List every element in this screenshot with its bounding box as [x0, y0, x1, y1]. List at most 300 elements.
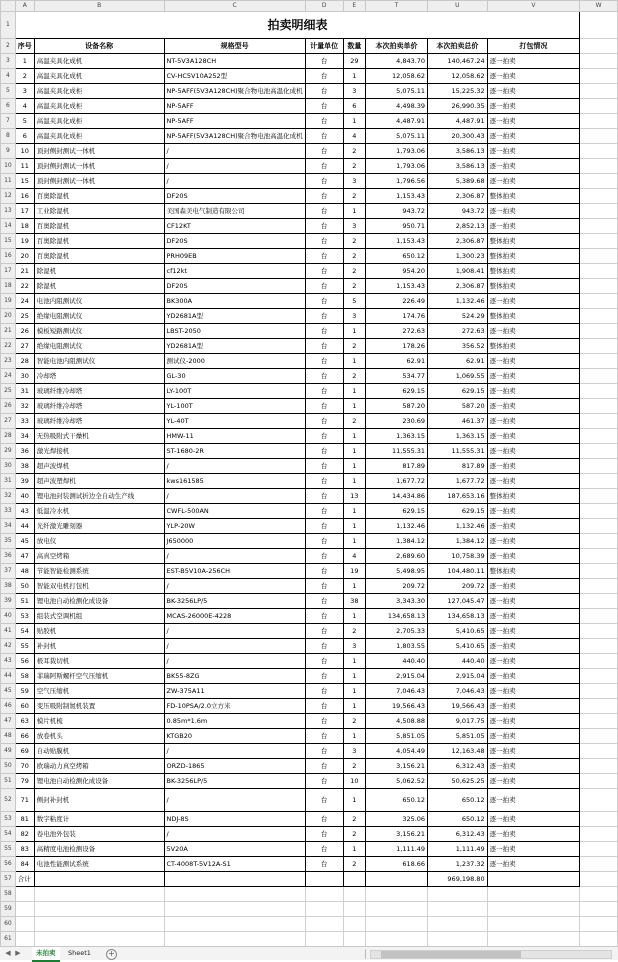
row-header[interactable]: 34 — [1, 519, 16, 534]
cell-no[interactable]: 83 — [15, 842, 34, 857]
cell-qty[interactable]: 2 — [343, 714, 365, 729]
cell-unit[interactable]: 台 — [305, 714, 343, 729]
cell-qty[interactable]: 1 — [343, 654, 365, 669]
cell[interactable] — [580, 144, 618, 159]
cell-pack[interactable]: 逐一拍卖 — [487, 744, 579, 759]
cell[interactable] — [15, 887, 34, 902]
cell-qty[interactable]: 1 — [343, 324, 365, 339]
cell-pack[interactable]: 逐一拍卖 — [487, 774, 579, 789]
cell-unit[interactable]: 台 — [305, 354, 343, 369]
cell-total[interactable]: 140,467.24 — [428, 54, 488, 69]
cell-spec[interactable]: NDJ-8S — [164, 812, 305, 827]
cell[interactable] — [580, 324, 618, 339]
cell[interactable] — [428, 902, 488, 917]
cell[interactable] — [34, 887, 164, 902]
cell[interactable] — [164, 902, 305, 917]
cell-pack[interactable]: 逐一拍卖 — [487, 69, 579, 84]
cell-total[interactable]: 187,653.16 — [428, 489, 488, 504]
cell-price[interactable]: 3,343.30 — [366, 594, 428, 609]
cell-no[interactable]: 54 — [15, 624, 34, 639]
cell[interactable] — [366, 872, 428, 887]
cell-spec[interactable]: 测试仪-2000 — [164, 354, 305, 369]
cell-no[interactable]: 84 — [15, 857, 34, 872]
row-header[interactable]: 6 — [1, 99, 16, 114]
cell[interactable] — [580, 827, 618, 842]
cell[interactable] — [580, 729, 618, 744]
cell-pack[interactable]: 整体拍卖 — [487, 339, 579, 354]
row-header[interactable]: 31 — [1, 474, 16, 489]
cell[interactable] — [487, 887, 579, 902]
cell-spec[interactable]: NP-5AFF(5V3A128CH)聚合物电池高温化成机 — [164, 129, 305, 144]
cell-qty[interactable]: 1 — [343, 519, 365, 534]
cell-spec[interactable]: / — [164, 144, 305, 159]
cell[interactable] — [164, 872, 305, 887]
cell-unit[interactable]: 台 — [305, 309, 343, 324]
cell-no[interactable]: 48 — [15, 564, 34, 579]
cell-qty[interactable]: 3 — [343, 744, 365, 759]
cell-spec[interactable]: CWFL-500AN — [164, 504, 305, 519]
cell-qty[interactable]: 2 — [343, 812, 365, 827]
cell-pack[interactable]: 逐一拍卖 — [487, 789, 579, 812]
cell-unit[interactable]: 台 — [305, 189, 343, 204]
cell[interactable] — [305, 917, 343, 932]
cell[interactable] — [15, 917, 34, 932]
cell[interactable] — [580, 684, 618, 699]
cell-unit[interactable]: 台 — [305, 324, 343, 339]
cell-name[interactable]: 百奥除湿机 — [34, 219, 164, 234]
column-header[interactable]: W — [580, 1, 618, 12]
cell-unit[interactable]: 台 — [305, 669, 343, 684]
sheet-tab-unsold[interactable]: 未拍卖 — [32, 947, 60, 962]
cell-spec[interactable]: / — [164, 459, 305, 474]
cell-total[interactable]: 1,132.46 — [428, 519, 488, 534]
cell-total[interactable]: 5,389.68 — [428, 174, 488, 189]
cell-qty[interactable]: 1 — [343, 429, 365, 444]
cell[interactable] — [580, 624, 618, 639]
cell-price[interactable]: 1,796.56 — [366, 174, 428, 189]
cell-unit[interactable]: 台 — [305, 204, 343, 219]
row-header[interactable]: 8 — [1, 129, 16, 144]
cell-unit[interactable]: 台 — [305, 789, 343, 812]
row-header[interactable]: 28 — [1, 429, 16, 444]
cell-total[interactable]: 20,300.43 — [428, 129, 488, 144]
cell-price[interactable]: 650.12 — [366, 789, 428, 812]
cell-no[interactable]: 34 — [15, 429, 34, 444]
row-header[interactable]: 29 — [1, 444, 16, 459]
sheet-title[interactable]: 拍卖明细表 — [15, 12, 579, 39]
cell-spec[interactable]: YL-100T — [164, 399, 305, 414]
cell-price[interactable]: 3,156.21 — [366, 827, 428, 842]
header-name[interactable]: 设备名称 — [34, 39, 164, 54]
cell-no[interactable]: 70 — [15, 759, 34, 774]
cell-price[interactable]: 629.15 — [366, 504, 428, 519]
cell[interactable] — [580, 39, 618, 54]
cell[interactable] — [580, 129, 618, 144]
cell[interactable] — [580, 84, 618, 99]
cell-total[interactable]: 2,306.87 — [428, 234, 488, 249]
cell-price[interactable]: 440.40 — [366, 654, 428, 669]
cell-total[interactable]: 524.29 — [428, 309, 488, 324]
cell-name[interactable]: 除湿机 — [34, 279, 164, 294]
row-header[interactable]: 61 — [1, 932, 16, 947]
cell[interactable] — [580, 902, 618, 917]
cell-qty[interactable]: 4 — [343, 129, 365, 144]
cell-no[interactable]: 39 — [15, 474, 34, 489]
cell-name[interactable]: 低温冷水机 — [34, 504, 164, 519]
cell[interactable] — [580, 594, 618, 609]
cell-no[interactable]: 60 — [15, 699, 34, 714]
cell-pack[interactable]: 逐一拍卖 — [487, 842, 579, 857]
cell-qty[interactable]: 38 — [343, 594, 365, 609]
cell-unit[interactable]: 台 — [305, 234, 343, 249]
row-header[interactable]: 15 — [1, 234, 16, 249]
cell-unit[interactable]: 台 — [305, 444, 343, 459]
cell-spec[interactable]: GL-30 — [164, 369, 305, 384]
cell-total[interactable]: 1,069.55 — [428, 369, 488, 384]
cell-price[interactable]: 650.12 — [366, 249, 428, 264]
cell[interactable] — [580, 384, 618, 399]
cell-total[interactable]: 2,915.04 — [428, 669, 488, 684]
cell-spec[interactable]: NP-5AFF — [164, 99, 305, 114]
cell-unit[interactable]: 台 — [305, 699, 343, 714]
cell-spec[interactable]: ST-1680-2R — [164, 444, 305, 459]
cell-name[interactable]: 模板短路测试仪 — [34, 324, 164, 339]
cell-pack[interactable]: 逐一拍卖 — [487, 369, 579, 384]
cell-pack[interactable]: 逐一拍卖 — [487, 294, 579, 309]
cell-pack[interactable]: 逐一拍卖 — [487, 144, 579, 159]
row-header[interactable]: 26 — [1, 399, 16, 414]
grand-total[interactable]: 969,198.80 — [428, 872, 488, 887]
cell-no[interactable]: 31 — [15, 384, 34, 399]
cell-total[interactable]: 1,384.12 — [428, 534, 488, 549]
cell-price[interactable]: 5,498.95 — [366, 564, 428, 579]
cell-spec[interactable]: / — [164, 549, 305, 564]
cell-pack[interactable]: 逐一拍卖 — [487, 609, 579, 624]
cell-spec[interactable]: kws161585 — [164, 474, 305, 489]
cell-qty[interactable]: 1 — [343, 669, 365, 684]
cell[interactable] — [428, 887, 488, 902]
cell-qty[interactable]: 1 — [343, 354, 365, 369]
cell[interactable] — [580, 812, 618, 827]
cell-qty[interactable]: 2 — [343, 369, 365, 384]
cell-unit[interactable]: 台 — [305, 519, 343, 534]
cell-qty[interactable]: 2 — [343, 144, 365, 159]
cell-price[interactable]: 4,508.88 — [366, 714, 428, 729]
cell-price[interactable]: 1,132.46 — [366, 519, 428, 534]
cell-no[interactable]: 69 — [15, 744, 34, 759]
header-spec[interactable]: 规格型号 — [164, 39, 305, 54]
cell-unit[interactable]: 台 — [305, 594, 343, 609]
cell-spec[interactable]: NP-5AFF — [164, 114, 305, 129]
cell[interactable] — [580, 69, 618, 84]
cell-unit[interactable]: 台 — [305, 624, 343, 639]
cell-no[interactable]: 56 — [15, 654, 34, 669]
cell-unit[interactable]: 台 — [305, 654, 343, 669]
cell-qty[interactable]: 19 — [343, 564, 365, 579]
cell-unit[interactable]: 台 — [305, 384, 343, 399]
cell-unit[interactable]: 台 — [305, 729, 343, 744]
row-header[interactable]: 47 — [1, 714, 16, 729]
cell[interactable] — [428, 917, 488, 932]
cell-spec[interactable]: NT-5V3A128CH — [164, 54, 305, 69]
cell-name[interactable]: 绝缘电阻测试仪 — [34, 309, 164, 324]
cell-no[interactable]: 11 — [15, 159, 34, 174]
cell-total[interactable]: 2,306.87 — [428, 279, 488, 294]
cell-price[interactable]: 954.20 — [366, 264, 428, 279]
cell-pack[interactable]: 逐一拍卖 — [487, 174, 579, 189]
cell-pack[interactable]: 逐一拍卖 — [487, 159, 579, 174]
cell-pack[interactable]: 逐一拍卖 — [487, 114, 579, 129]
cell[interactable] — [580, 54, 618, 69]
cell-spec[interactable]: 5V20A — [164, 842, 305, 857]
column-header[interactable]: B — [34, 1, 164, 12]
cell-qty[interactable]: 1 — [343, 579, 365, 594]
cell-name[interactable]: 顶封侧封测试一体机 — [34, 174, 164, 189]
cell-qty[interactable]: 2 — [343, 759, 365, 774]
cell[interactable] — [580, 279, 618, 294]
column-header[interactable]: T — [366, 1, 428, 12]
cell-qty[interactable]: 2 — [343, 189, 365, 204]
cell-total[interactable]: 1,132.46 — [428, 294, 488, 309]
cell-name[interactable]: 顶封侧封测试一体机 — [34, 159, 164, 174]
cell-price[interactable]: 943.72 — [366, 204, 428, 219]
cell-unit[interactable]: 台 — [305, 249, 343, 264]
cell-pack[interactable]: 逐一拍卖 — [487, 669, 579, 684]
cell[interactable] — [366, 917, 428, 932]
cell-spec[interactable]: DF20S — [164, 189, 305, 204]
row-header[interactable]: 27 — [1, 414, 16, 429]
cell-unit[interactable]: 台 — [305, 114, 343, 129]
cell-spec[interactable]: FD-10PSA/2.0立方米 — [164, 699, 305, 714]
cell-unit[interactable]: 台 — [305, 69, 343, 84]
cell-spec[interactable]: YD2681A型 — [164, 309, 305, 324]
cell-name[interactable]: 放电仪 — [34, 534, 164, 549]
cell-pack[interactable]: 逐一拍卖 — [487, 579, 579, 594]
row-header[interactable]: 1 — [1, 12, 16, 39]
cell-pack[interactable]: 逐一拍卖 — [487, 204, 579, 219]
cell-no[interactable]: 47 — [15, 549, 34, 564]
cell-price[interactable]: 3,156.21 — [366, 759, 428, 774]
cell-unit[interactable]: 台 — [305, 459, 343, 474]
cell-price[interactable]: 1,153.43 — [366, 279, 428, 294]
cell-pack[interactable]: 逐一拍卖 — [487, 654, 579, 669]
cell-name[interactable]: 高精度电池检测设备 — [34, 842, 164, 857]
cell-price[interactable]: 1,793.06 — [366, 144, 428, 159]
cell-no[interactable]: 33 — [15, 414, 34, 429]
cell-pack[interactable]: 逐一拍卖 — [487, 324, 579, 339]
row-header[interactable]: 10 — [1, 159, 16, 174]
cell-spec[interactable]: / — [164, 789, 305, 812]
cell-no[interactable]: 79 — [15, 774, 34, 789]
cell-total[interactable]: 12,058.62 — [428, 69, 488, 84]
cell-qty[interactable]: 1 — [343, 504, 365, 519]
cell-price[interactable]: 1,363.15 — [366, 429, 428, 444]
cell-qty[interactable]: 1 — [343, 789, 365, 812]
cell-unit[interactable]: 台 — [305, 264, 343, 279]
cell-total[interactable]: 1,111.49 — [428, 842, 488, 857]
row-header[interactable]: 56 — [1, 857, 16, 872]
cell[interactable] — [580, 887, 618, 902]
row-header[interactable]: 38 — [1, 579, 16, 594]
cell-no[interactable]: 2 — [15, 69, 34, 84]
cell[interactable] — [580, 219, 618, 234]
cell-price[interactable]: 4,487.91 — [366, 114, 428, 129]
cell-spec[interactable]: YLP-20W — [164, 519, 305, 534]
cell-qty[interactable]: 2 — [343, 414, 365, 429]
cell-name[interactable]: 菲瑞阿斯螺杆空气压缩机 — [34, 669, 164, 684]
cell[interactable] — [343, 902, 365, 917]
cell[interactable] — [580, 872, 618, 887]
row-header[interactable]: 53 — [1, 812, 16, 827]
cell-unit[interactable]: 台 — [305, 159, 343, 174]
cell-no[interactable]: 10 — [15, 144, 34, 159]
cell-name[interactable]: 电池内阻测试仪 — [34, 294, 164, 309]
cell[interactable] — [580, 159, 618, 174]
cell-spec[interactable]: 美国森美电气制造有限公司 — [164, 204, 305, 219]
cell-total[interactable]: 356.52 — [428, 339, 488, 354]
cell-qty[interactable]: 2 — [343, 234, 365, 249]
row-header[interactable]: 12 — [1, 189, 16, 204]
cell-price[interactable]: 1,677.72 — [366, 474, 428, 489]
cell[interactable] — [34, 932, 164, 947]
cell-name[interactable]: 锂电池自动检测化成设备 — [34, 594, 164, 609]
cell-qty[interactable]: 6 — [343, 99, 365, 114]
cell-qty[interactable]: 1 — [343, 384, 365, 399]
cell-total[interactable]: 6,312.43 — [428, 759, 488, 774]
column-header[interactable]: D — [305, 1, 343, 12]
cell-qty[interactable]: 1 — [343, 842, 365, 857]
cell-pack[interactable]: 逐一拍卖 — [487, 84, 579, 99]
cell[interactable] — [305, 887, 343, 902]
row-header[interactable]: 24 — [1, 369, 16, 384]
cell-no[interactable]: 38 — [15, 459, 34, 474]
cell-no[interactable]: 43 — [15, 504, 34, 519]
cell-spec[interactable]: DF20S — [164, 279, 305, 294]
cell-pack[interactable]: 逐一拍卖 — [487, 444, 579, 459]
cell-qty[interactable]: 3 — [343, 84, 365, 99]
cell-qty[interactable]: 1 — [343, 609, 365, 624]
row-header[interactable]: 49 — [1, 744, 16, 759]
row-header[interactable]: 23 — [1, 354, 16, 369]
cell-unit[interactable]: 台 — [305, 759, 343, 774]
cell-price[interactable]: 209.72 — [366, 579, 428, 594]
cell-name[interactable]: 玻璃纤维冷却塔 — [34, 414, 164, 429]
cell[interactable] — [580, 99, 618, 114]
cell-spec[interactable]: / — [164, 489, 305, 504]
row-header[interactable]: 48 — [1, 729, 16, 744]
cell-unit[interactable]: 台 — [305, 609, 343, 624]
cell[interactable] — [580, 444, 618, 459]
cell-total[interactable]: 6,312.43 — [428, 827, 488, 842]
cell-name[interactable]: 卷电池外包装 — [34, 827, 164, 842]
cell[interactable] — [366, 887, 428, 902]
cell-spec[interactable]: KTGB20 — [164, 729, 305, 744]
row-header[interactable]: 43 — [1, 654, 16, 669]
cell[interactable] — [15, 932, 34, 947]
cell-total[interactable]: 2,306.87 — [428, 189, 488, 204]
cell[interactable] — [580, 534, 618, 549]
cell-price[interactable]: 534.77 — [366, 369, 428, 384]
cell-spec[interactable]: CV-HC5V10A252型 — [164, 69, 305, 84]
cell-qty[interactable]: 3 — [343, 309, 365, 324]
cell-pack[interactable]: 逐一拍卖 — [487, 384, 579, 399]
cell-total[interactable]: 5,410.65 — [428, 639, 488, 654]
cell-total[interactable]: 1,237.32 — [428, 857, 488, 872]
cell-spec[interactable]: ORZD-1865 — [164, 759, 305, 774]
cell[interactable] — [580, 504, 618, 519]
cell-pack[interactable]: 逐一拍卖 — [487, 474, 579, 489]
cell-unit[interactable]: 台 — [305, 639, 343, 654]
cell-price[interactable]: 1,111.49 — [366, 842, 428, 857]
cell-name[interactable]: 锂电池封装测试折边全自动生产线 — [34, 489, 164, 504]
row-header[interactable]: 22 — [1, 339, 16, 354]
cell[interactable] — [487, 902, 579, 917]
cell[interactable] — [34, 872, 164, 887]
cell-price[interactable]: 226.49 — [366, 294, 428, 309]
cell[interactable] — [580, 234, 618, 249]
cell-no[interactable]: 3 — [15, 84, 34, 99]
cell-pack[interactable]: 整体拍卖 — [487, 564, 579, 579]
cell-spec[interactable]: / — [164, 159, 305, 174]
cell-total[interactable]: 3,586.13 — [428, 159, 488, 174]
cell-total[interactable]: 1,363.15 — [428, 429, 488, 444]
cell-qty[interactable]: 4 — [343, 549, 365, 564]
next-sheet-icon[interactable]: ▶ — [15, 949, 21, 957]
cell-qty[interactable]: 3 — [343, 174, 365, 189]
row-header[interactable]: 40 — [1, 609, 16, 624]
cell-price[interactable]: 4,054.49 — [366, 744, 428, 759]
cell-spec[interactable]: BK-3256LP/5 — [164, 774, 305, 789]
row-header[interactable]: 32 — [1, 489, 16, 504]
cell-qty[interactable]: 1 — [343, 474, 365, 489]
cell-no[interactable]: 59 — [15, 684, 34, 699]
cell-price[interactable]: 1,153.43 — [366, 189, 428, 204]
row-header[interactable]: 3 — [1, 54, 16, 69]
cell-no[interactable]: 28 — [15, 354, 34, 369]
cell-spec[interactable]: LBST-2050 — [164, 324, 305, 339]
cell-name[interactable]: 高温夹具化成机 — [34, 69, 164, 84]
row-header[interactable]: 41 — [1, 624, 16, 639]
cell[interactable] — [580, 339, 618, 354]
cell-total[interactable]: 587.20 — [428, 399, 488, 414]
cell-no[interactable]: 50 — [15, 579, 34, 594]
cell-total[interactable]: 650.12 — [428, 789, 488, 812]
cell-spec[interactable]: BK-3256LP/5 — [164, 594, 305, 609]
cell-unit[interactable]: 台 — [305, 279, 343, 294]
cell-spec[interactable]: MCAS-26000E-4228 — [164, 609, 305, 624]
cell-no[interactable]: 4 — [15, 99, 34, 114]
column-header[interactable]: U — [428, 1, 488, 12]
cell[interactable] — [580, 789, 618, 812]
add-sheet-icon[interactable]: + — [106, 949, 117, 960]
cell-unit[interactable]: 台 — [305, 579, 343, 594]
cell[interactable] — [580, 699, 618, 714]
scrollbar-thumb[interactable] — [381, 951, 521, 958]
cell-price[interactable]: 7,046.43 — [366, 684, 428, 699]
cell-pack[interactable]: 逐一拍卖 — [487, 714, 579, 729]
cell-price[interactable]: 230.69 — [366, 414, 428, 429]
cell[interactable] — [580, 354, 618, 369]
cell-spec[interactable]: CF12KT — [164, 219, 305, 234]
cell-price[interactable]: 5,075.11 — [366, 84, 428, 99]
cell-price[interactable]: 178.26 — [366, 339, 428, 354]
header-no[interactable]: 序号 — [15, 39, 34, 54]
cell-total[interactable]: 5,851.05 — [428, 729, 488, 744]
cell-name[interactable]: 组装式空调机组 — [34, 609, 164, 624]
cell-unit[interactable]: 台 — [305, 144, 343, 159]
cell-total[interactable]: 7,046.43 — [428, 684, 488, 699]
cell-qty[interactable]: 1 — [343, 204, 365, 219]
